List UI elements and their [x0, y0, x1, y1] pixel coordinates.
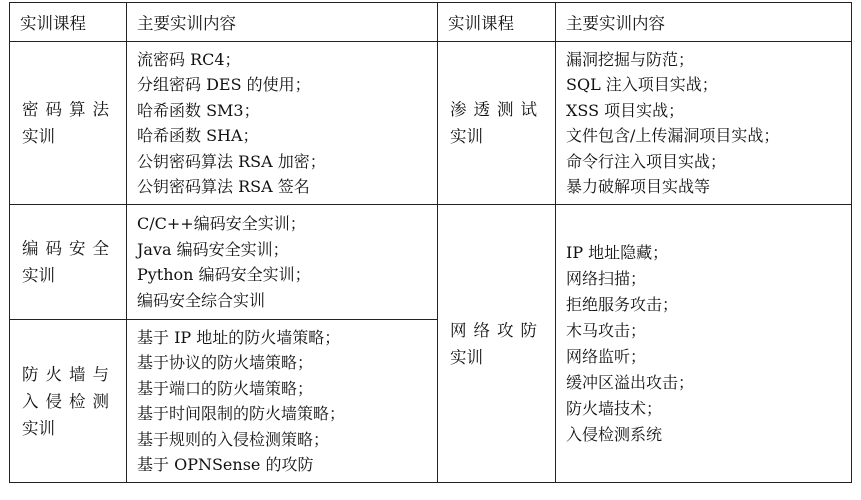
list-item: 基于 IP 地址的防火墙策略；	[137, 327, 341, 347]
list-item: 缓冲区溢出攻击；	[566, 372, 695, 392]
list-item: 流密码 RC4；	[137, 49, 241, 69]
list-item: XSS 项目实战；	[566, 100, 685, 120]
header-course-left: 实训课程	[10, 3, 127, 42]
header-content-left: 主要实训内容	[127, 3, 438, 42]
list-item: 基于规则的入侵检测策略；	[137, 429, 330, 449]
list-item: SQL 注入项目实战；	[566, 75, 718, 94]
header-course-right: 实训课程	[438, 3, 556, 42]
course-name-line: 网络攻防	[450, 320, 544, 340]
course-content-pentest	[556, 42, 852, 205]
list-item: 基于协议的防火墙策略；	[137, 353, 314, 372]
course-name-crypto	[10, 42, 127, 205]
list-item: 公钥密码算法 RSA 加密；	[137, 151, 326, 171]
training-course-table	[9, 2, 852, 483]
list-item: C/C++编码安全实训；	[137, 214, 306, 233]
list-item: 防火墙技术；	[566, 398, 663, 418]
list-item: 基于 OPNSense 的攻防	[137, 455, 314, 474]
list-item: 木马攻击；	[566, 320, 647, 340]
course-name-line: 入侵检测	[22, 391, 116, 411]
table-header-row	[10, 3, 852, 42]
course-name-line: 防火墙与	[22, 364, 116, 384]
course-name-line: 编码安全	[22, 239, 116, 258]
list-item: 暴力破解项目实战等	[566, 177, 711, 196]
list-item: 文件包含/上传漏洞项目实战；	[566, 126, 780, 145]
course-name-line: 实训	[450, 347, 483, 367]
table-row	[10, 205, 852, 320]
course-name-coding	[10, 205, 127, 320]
list-item: 拒绝服务攻击；	[566, 294, 679, 314]
list-item: 漏洞挖掘与防范；	[566, 49, 695, 69]
course-content-coding	[127, 205, 438, 320]
list-item: Java 编码安全实训；	[137, 239, 289, 259]
header-content-right: 主要实训内容	[556, 3, 852, 42]
list-item: 公钥密码算法 RSA 签名	[137, 177, 310, 196]
list-item: 编码安全综合实训	[137, 290, 266, 310]
course-name-firewall	[10, 320, 127, 483]
course-name-line: 渗透测试	[450, 100, 544, 119]
list-item: 网络扫描；	[566, 268, 647, 288]
list-item: 基于端口的防火墙策略；	[137, 378, 314, 398]
list-item: 哈希函数 SM3；	[137, 100, 260, 120]
course-name-line: 实训	[22, 127, 55, 146]
table-row	[10, 42, 852, 205]
course-name-network	[438, 205, 556, 483]
list-item: 基于时间限制的防火墙策略；	[137, 404, 346, 423]
list-item: Python 编码安全实训；	[137, 265, 311, 284]
course-name-line: 实训	[450, 127, 483, 146]
course-name-line: 实训	[22, 418, 55, 438]
list-item: 命令行注入项目实战；	[566, 151, 727, 171]
course-name-pentest	[438, 42, 556, 205]
list-item: 分组密码 DES 的使用；	[137, 75, 311, 94]
list-item: 入侵检测系统	[566, 424, 663, 444]
course-content-network	[556, 205, 852, 483]
course-name-line: 密码算法	[22, 100, 116, 119]
course-name-line: 实训	[22, 266, 55, 285]
course-content-crypto	[127, 42, 438, 205]
list-item: 网络监听；	[566, 346, 647, 366]
course-content-firewall	[127, 320, 438, 483]
list-item: IP 地址隐藏；	[566, 242, 669, 262]
list-item: 哈希函数 SHA；	[137, 126, 259, 145]
